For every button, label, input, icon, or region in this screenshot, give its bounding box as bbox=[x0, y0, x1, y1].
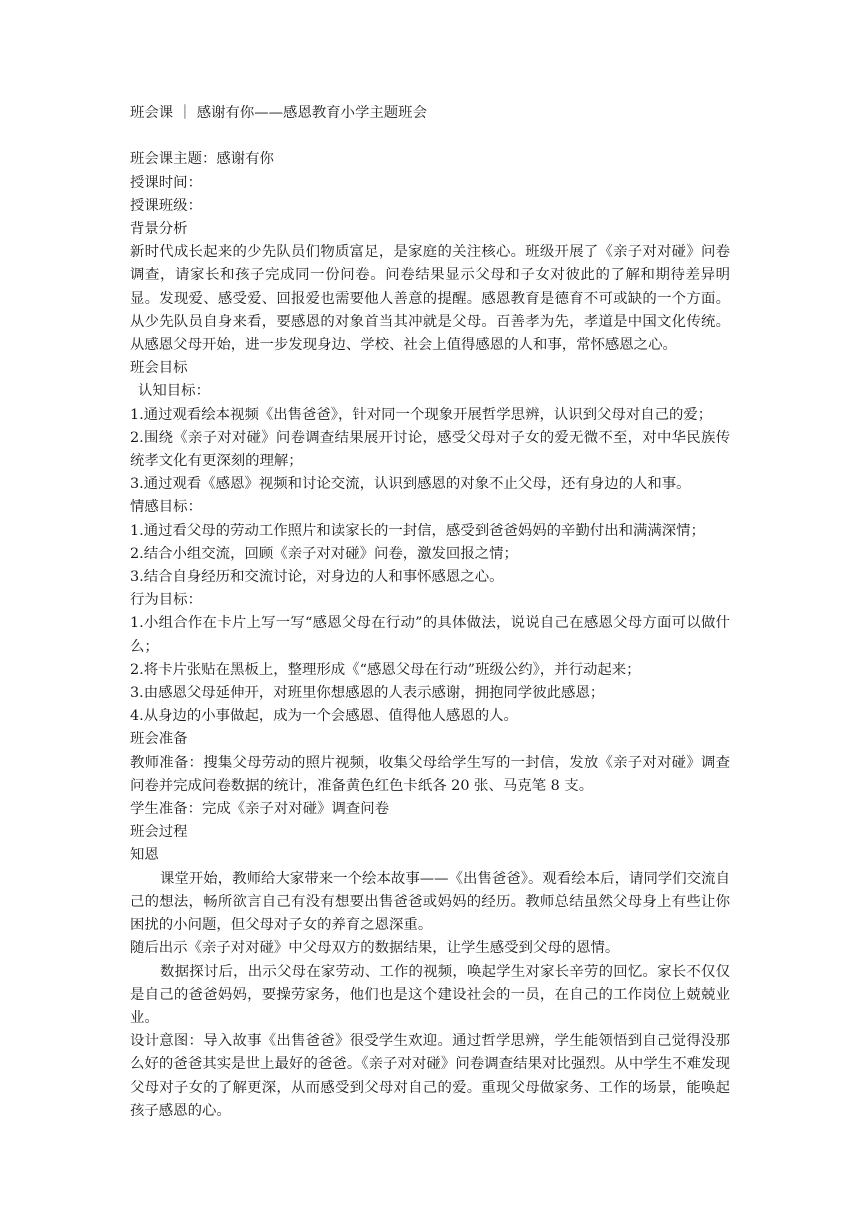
behavior-heading: 行为目标： bbox=[130, 592, 202, 609]
teacher-prep: 教师准备：搜集父母劳动的照片视频，收集父母给学生写的一封信，发放《亲子对对碰》调查问卷并完成问卷数据的统计，准备黄色红色卡纸各 20 张、马克笔 8 支。 bbox=[130, 754, 730, 794]
cognitive-item: 1.通过观看绘本视频《出售爸爸》，针对同一个现象开展哲学思辨，认识到父母对自己的爱； bbox=[130, 406, 713, 423]
prep-heading: 班会准备 bbox=[130, 731, 188, 748]
student-prep: 学生准备：完成《亲子对对碰》调查问卷 bbox=[130, 801, 390, 818]
design-intent-paragraph: 设计意图：导入故事《出售爸爸》很受学生欢迎。通过哲学思辨，学生能领悟到自己觉得没那么好的爸爸其实是世上最好的爸爸。《亲子对对碰》问卷调查结果对比强烈。从中学生不难发现父母对子女的了解更深，从而感受到父母对自己的爱。重现父母做家务、工作的场景，能唤起孩子感恩的心。 bbox=[130, 1033, 730, 1119]
section-heading: 知恩 bbox=[130, 847, 159, 864]
cognitive-item: 3.通过观看《感恩》视频和讨论交流，认识到感恩的对象不止父母，还有身边的人和事。 bbox=[130, 476, 691, 493]
background-heading: 背景分析 bbox=[130, 221, 188, 237]
emotion-item: 3.结合自身经历和交流讨论，对身边的人和事怀感恩之心。 bbox=[130, 569, 504, 586]
process-heading: 班会过程 bbox=[130, 824, 188, 841]
behavior-item: 4.从身边的小事做起，成为一个会感恩、值得他人感恩的人。 bbox=[130, 708, 518, 725]
cognitive-heading: 认知目标： bbox=[138, 383, 210, 400]
behavior-item: 1.小组合作在卡片上写一写“感恩父母在行动”的具体做法，说说自己在感恩父母方面可以做什么； bbox=[130, 615, 730, 655]
theme-line: 班会课主题：感谢有你 bbox=[130, 151, 274, 168]
background-paragraph: 新时代成长起来的少先队员们物质富足，是家庭的关注核心。班级开展了《亲子对对碰》问卷调查，请家长和孩子完成同一份问卷。问卷结果显示父母和子女对彼此的了解和期待差异明显。发现爱、感受爱、回报爱也需要他人善意的提醒。感恩教育是德育不可或缺的一个方面。从少先队员自身来看，要感恩的对象首当其冲就是父母。百善孝为先，孝道是中国文化传统。从感恩父母开始，进一步发现身边、学校、社会上值得感恩的人和事，常怀感恩之心。 bbox=[130, 244, 730, 354]
document-title: 班会课 ｜ 感谢有你——感恩教育小学主题班会 bbox=[130, 105, 427, 121]
process-paragraph: 随后出示《亲子对对碰》中父母双方的数据结果，让学生感受到父母的恩情。 bbox=[130, 940, 620, 957]
document-body bbox=[130, 102, 730, 1123]
emotion-heading: 情感目标： bbox=[130, 499, 202, 516]
emotion-item: 1.通过看父母的劳动工作照片和读家长的一封信，感受到爸爸妈妈的辛勤付出和满满深情； bbox=[130, 522, 705, 539]
process-paragraph: 数据探讨后，出示父母在家劳动、工作的视频，唤起学生对家长辛劳的回忆。家长不仅仅是自己的爸爸妈妈，要操劳家务，他们也是这个建设社会的一员，在自己的工作岗位上兢兢业业。 bbox=[130, 963, 730, 1026]
behavior-item: 3.由感恩父母延伸开，对班里你想感恩的人表示感谢，拥抱同学彼此感恩； bbox=[130, 685, 605, 702]
class-line: 授课班级： bbox=[130, 197, 202, 214]
cognitive-item: 2.围绕《亲子对对碰》问卷调查结果展开讨论，感受父母对子女的爱无微不至，对中华民族传统孝文化有更深刻的理解； bbox=[130, 429, 730, 470]
behavior-item: 2.将卡片张贴在黑板上，整理形成《“感恩父母在行动”班级公约》，并行动起来； bbox=[130, 661, 641, 678]
process-paragraph: 课堂开始，教师给大家带来一个绘本故事——《出售爸爸》。观看绘本后，请同学们交流自己的想法，畅所欲言自己有没有想要出售爸爸或妈妈的经历。教师总结虽然父母身上有些让你困扰的小问题，但父母对子女的养育之恩深重。 bbox=[130, 870, 730, 934]
emotion-item: 2.结合小组交流，回顾《亲子对对碰》问卷，激发回报之情； bbox=[130, 545, 518, 562]
time-line: 授课时间： bbox=[130, 174, 202, 191]
goals-heading: 班会目标 bbox=[130, 360, 188, 377]
